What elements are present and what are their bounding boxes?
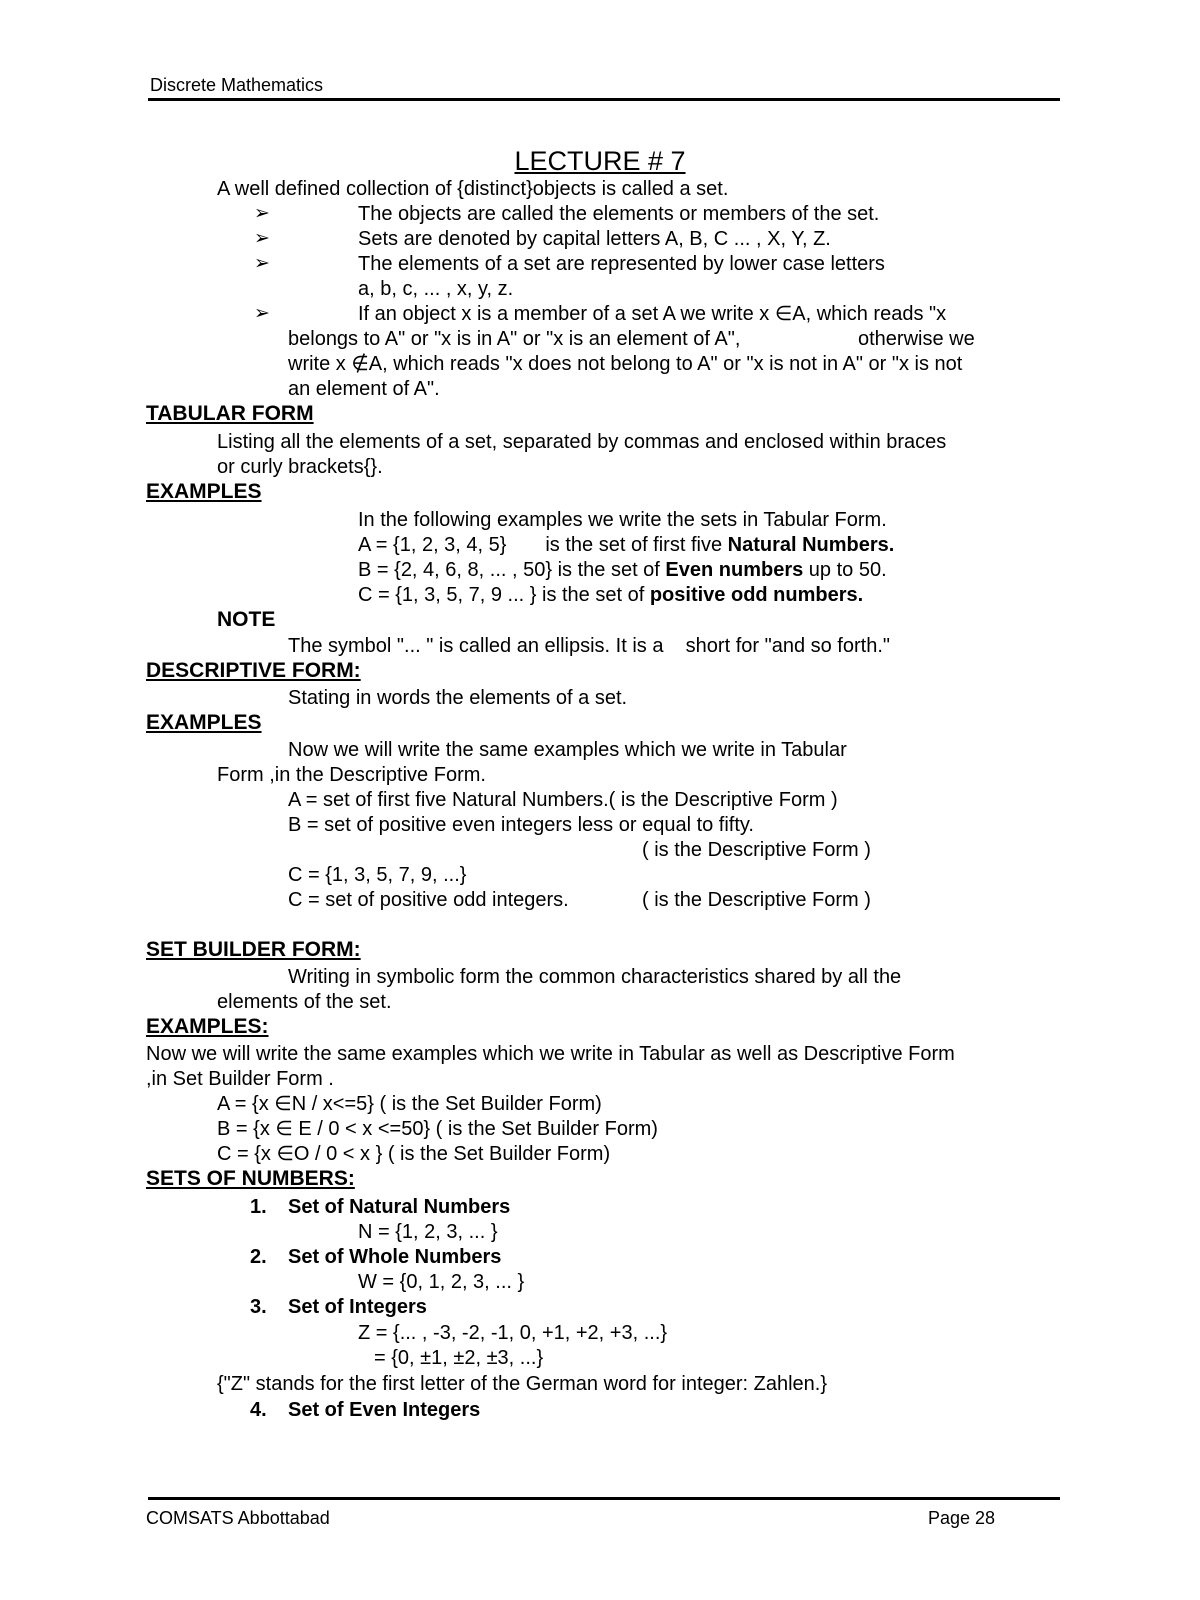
section-heading: SETS OF NUMBERS: (146, 1167, 355, 1190)
note-text: The symbol "... " is called an ellipsis. It is a short for "and so forth." (288, 635, 890, 657)
set-definition: Z = {... , -3, -2, -1, 0, +1, +2, +3, ...} (358, 1322, 668, 1344)
example-intro: In the following examples we write the sets in Tabular Form. (358, 509, 887, 531)
tabular-desc: Listing all the elements of a set, separated by commas and enclosed within braces (217, 431, 947, 453)
bullet-text-continued: a, b, c, ... , x, y, z. (358, 278, 514, 300)
section-heading: EXAMPLES: (146, 1015, 269, 1038)
example-b-note: ( is the Descriptive Form ) (642, 839, 871, 861)
bullet-text-continued: an element of A". (288, 378, 440, 400)
bullet-text-continued: write x ∉A, which reads "x does not belong to A" or "x is not in A" or "x is not (288, 353, 963, 375)
lecture-title: LECTURE # 7 (514, 146, 686, 176)
section-heading: DESCRIPTIVE FORM: (146, 659, 361, 682)
setbuilder-desc: Writing in symbolic form the common characteristics shared by all the (288, 966, 902, 988)
note-heading: NOTE (217, 608, 276, 631)
running-header: Discrete Mathematics (150, 75, 324, 95)
list-number: 2. (250, 1246, 267, 1268)
bullet-text: If an object x is a member of a set A we write x ∈A, which reads "x (358, 303, 947, 325)
header-rule (148, 98, 1060, 101)
section-heading: SET BUILDER FORM: (146, 938, 361, 961)
bullet-text: The objects are called the elements or members of the set. (358, 203, 880, 225)
bullet-text-continued: belongs to A" or "x is in A" or "x is an element of A", (288, 328, 741, 350)
example-a: A = {x ∈N / x<=5} ( is the Set Builder Form) (217, 1093, 602, 1115)
setbuilder-desc: elements of the set. (217, 991, 392, 1013)
example-c: C = {1, 3, 5, 7, 9, ...} (288, 864, 467, 886)
bullet-text: Sets are denoted by capital letters A, B, C ... , X, Y, Z. (358, 228, 831, 250)
section-heading: EXAMPLES (146, 480, 262, 503)
example-b: B = {x ∈ E / 0 < x <=50} ( is the Set Builder Form) (217, 1118, 658, 1140)
example-intro: Now we will write the same examples which we write in Tabular (288, 739, 847, 761)
footer-rule (148, 1497, 1060, 1500)
list-item-label: Set of Natural Numbers (288, 1196, 511, 1218)
bullet-arrow-icon: ➢ (254, 228, 270, 249)
example-a: A = set of first five Natural Numbers.( is the Descriptive Form ) (288, 789, 838, 811)
example-intro: Form ,in the Descriptive Form. (217, 764, 486, 786)
zahlen-note: {"Z" stands for the first letter of the German word for integer: Zahlen.} (217, 1373, 828, 1395)
list-item-label: Set of Integers (288, 1296, 427, 1318)
example-c: C = {1, 3, 5, 7, 9 ... } is the set of positive odd numbers. (358, 584, 864, 606)
list-item-label: Set of Whole Numbers (288, 1246, 502, 1268)
example-intro: Now we will write the same examples which we write in Tabular as well as Descriptive Form (146, 1043, 955, 1065)
set-definition: N = {1, 2, 3, ... } (358, 1221, 498, 1243)
page-number: Page 28 (928, 1508, 996, 1528)
example-b: B = {2, 4, 6, 8, ... , 50} is the set of Even numbers up to 50. (358, 559, 887, 581)
set-definition: = {0, ±1, ±2, ±3, ...} (374, 1347, 544, 1369)
bullet-text-continued: otherwise we (858, 328, 975, 350)
list-item-label: Set of Even Integers (288, 1399, 481, 1421)
example-c-note: ( is the Descriptive Form ) (642, 889, 871, 911)
bullet-arrow-icon: ➢ (254, 253, 270, 274)
section-heading: EXAMPLES (146, 711, 262, 734)
list-number: 1. (250, 1196, 267, 1218)
list-number: 4. (250, 1399, 267, 1421)
intro-line: A well defined collection of {distinct}objects is called a set. (217, 178, 729, 200)
set-definition: W = {0, 1, 2, 3, ... } (358, 1271, 525, 1293)
bullet-text: The elements of a set are represented by lower case letters (358, 253, 885, 275)
example-c: C = {x ∈O / 0 < x } ( is the Set Builder Form) (217, 1143, 611, 1165)
tabular-desc: or curly brackets{}. (217, 456, 383, 478)
example-intro: ,in Set Builder Form . (146, 1068, 334, 1090)
example-a: A = {1, 2, 3, 4, 5} is the set of first five Natural Numbers. (358, 534, 895, 556)
example-b: B = set of positive even integers less or equal to fifty. (288, 814, 754, 836)
section-heading: TABULAR FORM (146, 402, 314, 425)
footer-left: COMSATS Abbottabad (146, 1508, 330, 1528)
list-number: 3. (250, 1296, 267, 1318)
bullet-arrow-icon: ➢ (254, 203, 270, 224)
bullet-arrow-icon: ➢ (254, 303, 270, 324)
example-c: C = set of positive odd integers. (288, 889, 569, 911)
descriptive-desc: Stating in words the elements of a set. (288, 687, 628, 709)
